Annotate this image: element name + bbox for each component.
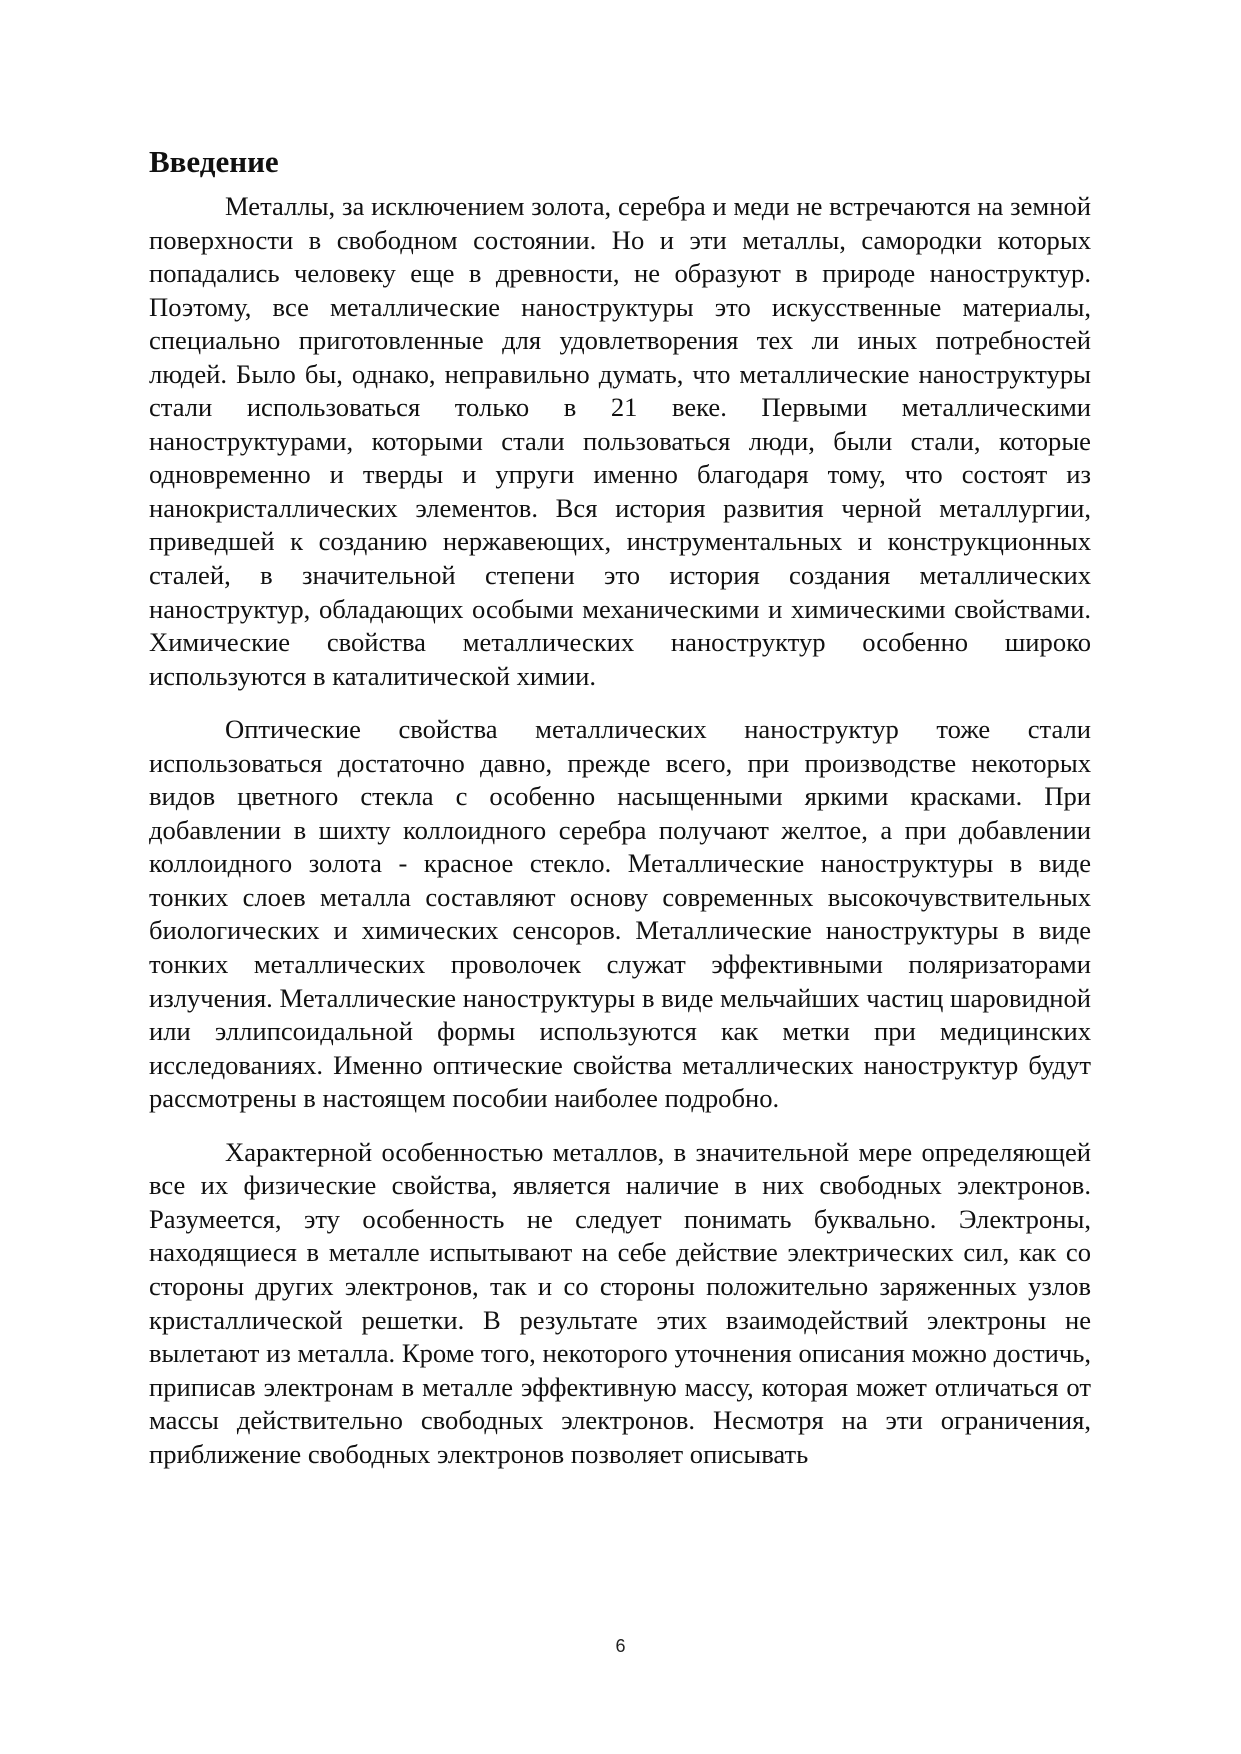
paragraph-3: Характерной особенностью металлов, в значительной мере определяющей все их физические свойства, является наличие в них свободных электронов. Разумеется, эту особенность не следует понимать буквально. Электроны, находящиеся в металле испытывают на себе действие электрических сил, как со стороны других электронов, так и со стороны положительно заряженных узлов кристаллической решетки. В результате этих взаимодействий электроны не вылетают из металла. Кроме того, некоторого уточнения описания можно достичь, приписав электронам в металле эффективную массу, которая может отличаться от массы действительно свободных электронов. Несмотря на эти ограничения, приближение свободных электронов позволяет описывать — [149, 1136, 1091, 1469]
section-heading: Введение — [149, 144, 279, 179]
paragraph-1: Металлы, за исключением золота, серебра и меди не встречаются на земной поверхности в свободном состоянии. Но и эти металлы, самородки которых попадались человеку еще в древности, не образуют в природе наноструктур. Поэтому, все металлические наноструктуры это искусственные материалы, специально приготовленные для удовлетворения тех ли иных потребностей людей. Было бы, однако, неправильно думать, что металлические наноструктуры стали использоваться только в 21 веке. Первыми металлическими наноструктурами, которыми стали пользоваться люди, были стали, которые одновременно и тверды и упруги именно благодаря тому, что состоят из нанокристаллических элементов. Вся история развития черной металлургии, приведшей к созданию нержавеющих, инструментальных и конструкционных сталей, в значительной степени это история создания металлических наноструктур, обладающих особыми механическими и химическими свойствами. Химические свойства металлических наноструктур особенно широко используются в каталитической химии. — [149, 191, 1091, 691]
page-number: 6 — [615, 1636, 626, 1656]
page-content — [149, 140, 1091, 1491]
paragraph-2: Оптические свойства металлических наноструктур тоже стали использоваться достаточно давно, прежде всего, при производстве некоторых видов цветного стекла с особенно насыщенными яркими красками. При добавлении в шихту коллоидного серебра получают желтое, а при добавлении коллоидного золота - красное стекло. Металлические наноструктуры в виде тонких слоев металла составляют основу современных высокочувствительных биологических и химических сенсоров. Металлические наноструктуры в виде тонких металлических проволочек служат эффективными поляризаторами излучения. Металлические наноструктуры в виде мельчайших частиц шаровидной или эллипсоидальной формы используются как метки при медицинских исследованиях. Именно оптические свойства металлических наноструктур будут рассмотрены в настоящем пособии наиболее подробно. — [149, 714, 1091, 1114]
